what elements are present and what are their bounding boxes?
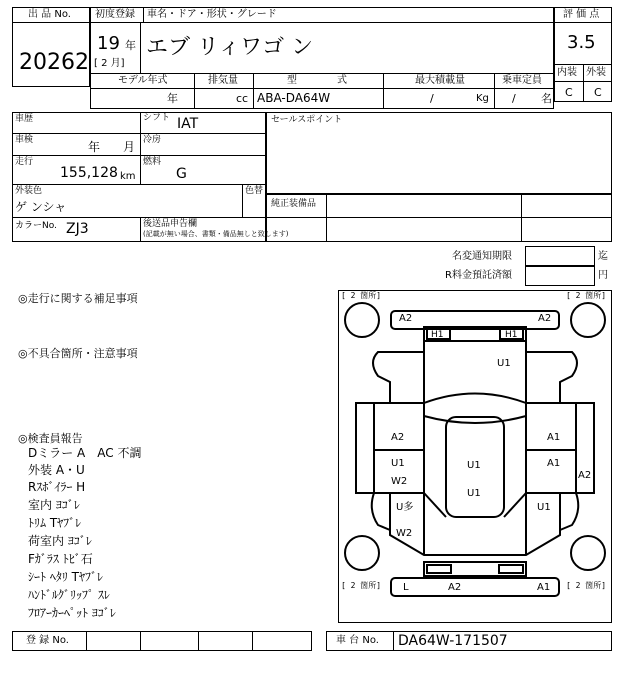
mark-left-rear-w: W2: [396, 528, 413, 539]
aftermarket-note: (記載が無い場合、書類・備品無しと致します): [143, 230, 289, 238]
mark-right-front-fender: A1: [547, 432, 561, 443]
car-outline: [338, 290, 612, 623]
mark-roof-front: U1: [467, 460, 481, 471]
mark-hood: U1: [497, 358, 511, 369]
mark-headlight-left: H1: [431, 330, 444, 340]
max-load-value: /: [430, 92, 434, 105]
model-year-unit: 年: [167, 92, 178, 105]
shift-value: IAT: [177, 116, 199, 132]
name-change-box: [525, 246, 595, 266]
inspector-report-line: Dミラー A AC 不調: [28, 446, 142, 460]
corner-count-top-right: [ 2 箇所]: [566, 291, 607, 300]
mark-headlight-right: H1: [505, 330, 518, 340]
corner-count-bottom-left: [ 2 箇所]: [341, 581, 382, 590]
model-year-label: モデル年式: [118, 75, 168, 86]
mark-left-front-door-w: W2: [391, 476, 408, 487]
driving-remarks-label: ◎走行に関する補足事項: [18, 292, 138, 305]
chassis-number-value: DA64W-171507: [398, 633, 508, 649]
displacement-label: 排気量: [208, 75, 238, 86]
recycle-label: R料金預託済額: [445, 270, 512, 281]
first-registration-label: 初度登録: [95, 9, 135, 20]
registration-year-unit: 年: [125, 39, 136, 52]
color-number-value: ZJ3: [66, 221, 89, 237]
mark-rear-bumper-left: L: [403, 582, 409, 593]
capacity-value: /: [512, 92, 516, 105]
mark-rear-bumper-mid: A2: [448, 582, 462, 593]
mark-roof-rear: U1: [467, 488, 481, 499]
score-value: 3.5: [567, 32, 596, 53]
inspection-month: 月: [123, 140, 136, 154]
inspector-report-line: 室内 ﾖｺﾞﾚ: [28, 498, 80, 512]
name-change-unit: 迄: [598, 251, 608, 262]
genuine-equipment-box: [266, 194, 612, 242]
corner-count-bottom-right: [ 2 箇所]: [566, 581, 607, 590]
corner-count-top-left: [ 2 箇所]: [341, 291, 382, 300]
color-number-label: カラーNo.: [15, 221, 57, 231]
aircon-label: 冷房: [143, 135, 162, 145]
inspector-report-line: Fｶﾞﾗｽ ﾄﾋﾞ石: [28, 552, 93, 566]
mark-right-side: A2: [578, 470, 592, 481]
mileage-value: 155,128: [60, 165, 118, 181]
exterior-grade-label: 外装: [586, 67, 606, 78]
genuine-equipment-label: 純正装備品: [271, 199, 317, 209]
registration-year: 19: [97, 33, 120, 54]
interior-grade: C: [565, 86, 573, 99]
inspector-report-line: ﾌﾛｱｰｶｰﾍﾟｯﾄ ﾖｺﾞﾚ: [28, 606, 116, 620]
mark-front-bumper-right: A2: [538, 313, 552, 324]
aftermarket-label: 後送品申告欄: [143, 219, 198, 229]
history-label: 車歴: [15, 114, 34, 124]
name-change-label: 名変通知期限: [452, 251, 512, 262]
inspection-year: 年: [88, 140, 101, 154]
registration-month: [ 2 月]: [94, 58, 125, 69]
mileage-label: 走行: [15, 157, 34, 167]
fuel-value: G: [176, 166, 187, 182]
car-name-label: 車名・ドア・形状・グレード: [147, 9, 277, 20]
lot-number-label: 出 品 No.: [28, 9, 71, 20]
exterior-grade: C: [594, 86, 602, 99]
lot-number: 20262: [19, 50, 89, 75]
recolor-label: 色替: [245, 186, 264, 196]
capacity-unit: 名: [541, 92, 552, 105]
displacement-unit: cc: [236, 92, 249, 105]
inspector-report-line: 荷室内 ﾖｺﾞﾚ: [28, 534, 92, 548]
score-label: 評 価 点: [563, 9, 600, 20]
mark-left-rear-u: U多: [396, 502, 414, 513]
inspection-label: 車検: [15, 135, 34, 145]
inspector-report-label: ◎検査員報告: [18, 432, 83, 445]
mark-right-front-door: A1: [547, 458, 561, 469]
mark-rear-bumper-right: A1: [537, 582, 551, 593]
sales-point-label: セールスポイント: [271, 115, 343, 125]
registration-number-label: 登 録 No.: [26, 635, 69, 646]
type-value: ABA-DA64W: [257, 91, 331, 105]
exterior-color-label: 外装色: [15, 186, 43, 196]
mark-left-front-fender: A2: [391, 432, 405, 443]
max-load-label: 最大積載量: [415, 75, 465, 86]
interior-grade-label: 内装: [557, 67, 577, 78]
mark-front-bumper-left: A2: [399, 313, 413, 324]
mark-left-front-door-u: U1: [391, 458, 405, 469]
defects-remarks-label: ◎不具合箇所・注意事項: [18, 347, 138, 360]
capacity-label: 乗車定員: [502, 75, 542, 86]
inspector-report-line: ﾄﾘﾑ Tﾔﾌﾞﾚ: [28, 516, 82, 530]
exterior-color-value: ゲ ンシャ: [15, 200, 67, 214]
car-name: エブ リィワゴ ン: [146, 35, 314, 60]
inspector-report-line: 外装 A・U: [28, 463, 85, 477]
type-label: 型 式: [287, 75, 347, 86]
recycle-unit: 円: [598, 270, 608, 281]
chassis-number-label: 車 台 No.: [336, 635, 379, 646]
mileage-unit: km: [120, 171, 136, 182]
shift-label: シフト: [143, 113, 171, 123]
inspector-report-line: Rｽﾎﾞｲﾗｰ H: [28, 480, 86, 494]
max-load-unit: Kg: [476, 93, 489, 104]
inspector-report-line: ﾊﾝﾄﾞﾙｸﾞﾘｯﾌﾟ ｽﾚ: [28, 588, 110, 602]
mark-right-rear: U1: [537, 502, 551, 513]
recycle-box: [525, 266, 595, 286]
inspector-report-line: ｼｰﾄ ﾍﾀﾘ Tﾔﾌﾞﾚ: [28, 570, 103, 584]
fuel-label: 燃料: [143, 157, 162, 167]
